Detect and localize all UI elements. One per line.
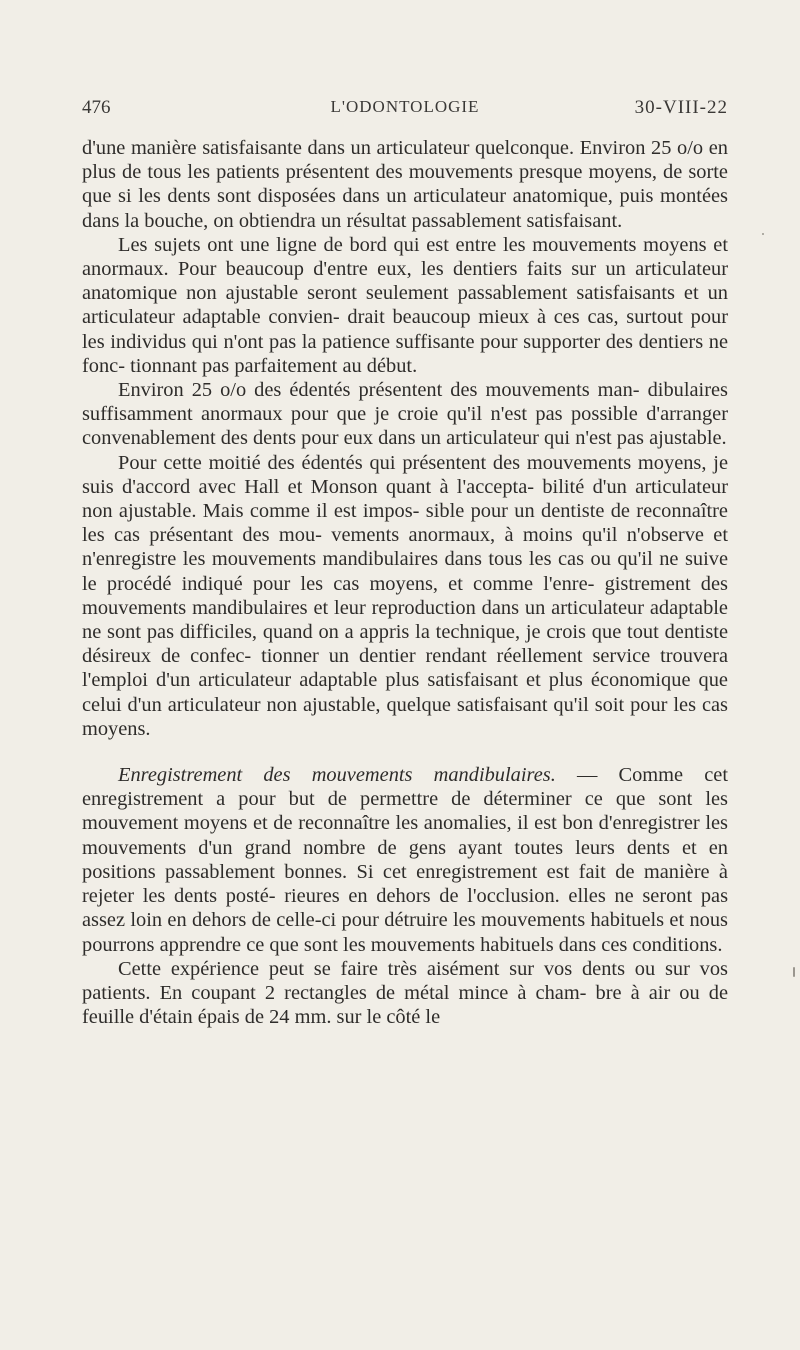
paragraph: Les sujets ont une ligne de bord qui est entre les mouvements moyens et anormaux. Pour beaucoup d'entre eux, les dentiers faits sur un articulateur anatomique non ajustable seront seulement passablement satisfaisants et un articulateur adaptable convien- drait beaucoup mieux à ces cas, surtout pour les individus qui n'ont pas la patience suffisante pour supporter des dentiers ne fonc- tionnant pas parfaitement au début. — [82, 233, 728, 377]
section-paragraph — [82, 763, 728, 957]
paper-speck — [793, 967, 795, 977]
running-header — [82, 97, 728, 127]
paragraph: Environ 25 o/o des édentés présentent des mouvements man- dibulaires suffisamment anormaux pour que je croie qu'il n'est pas possible d'arranger convenablement des dents pour eux dans un articulateur qui n'est pas ajustable. — [82, 379, 728, 450]
section-paragraph-text: — Comme cet enregistrement a pour but de permettre de déterminer ce que sont les mouvement moyens et de reconnaître les anomalies, il est bon d'enregistrer les mouvements d'un grand nombre de gens ayant toutes leurs dents et en positions passablement bonnes. Si cet enregistrement est fait de manière à rejeter les dents posté- rieures en dehors de l'occlusion. elles ne seront pas assez loin en dehors de celle-ci pour détruire les mouvements habituels et nous pourrons apprendre ce que sont les mouvements habituels dans ces conditions. — [82, 764, 728, 956]
journal-title: L'ODONTOLOGIE — [330, 97, 480, 116]
paper-speck — [762, 233, 764, 235]
issue-date: 30-VIII-22 — [634, 97, 728, 118]
paragraph: Cette expérience peut se faire très aisément sur vos dents ou sur vos patients. En coupant 2 rectangles de métal mince à cham- bre à air ou de feuille d'étain épais de 24 mm. sur le côté le — [82, 957, 728, 1029]
section-heading: Enregistrement des mouvements mandibulaires. — [118, 764, 556, 787]
body-text — [82, 136, 728, 1029]
paragraph: d'une manière satisfaisante dans un articulateur quelconque. Environ 25 o/o en plus de tous les patients présentent des mouvements presque moyens, de sorte que si les dents sont disposées dans un articulateur anatomique, puis montées dans la bouche, on obtiendra un résultat passablement satisfaisant. — [82, 137, 728, 232]
page-number: 476 — [82, 97, 111, 118]
paragraph: Pour cette moitié des édentés qui présentent des mouvements moyens, je suis d'accord avec Hall et Monson quant à l'accepta- bilité d'un articulateur non ajustable. Mais comme il est impos- sible pour un dentiste de reconnaître les cas présentant des mou- vements anormaux, à moins qu'il n'observe et n'enregistre les mouvements mandibulaires dans tous les cas ou qu'il ne suive le procédé indiqué pour les cas moyens, et comme l'enre- gistrement des mouvements mandibulaires et leur reproduction dans un articulateur adaptable ne sont pas difficiles, quand on a appris la technique, je crois que tout dentiste désireux de confec- tionner un dentier rendant réellement service trouvera l'emploi d'un articulateur adaptable plus satisfaisant et plus économique que celui d'un articulateur non ajustable, quelque satisfaisant qu'il soit pour les cas moyens. — [82, 451, 728, 740]
